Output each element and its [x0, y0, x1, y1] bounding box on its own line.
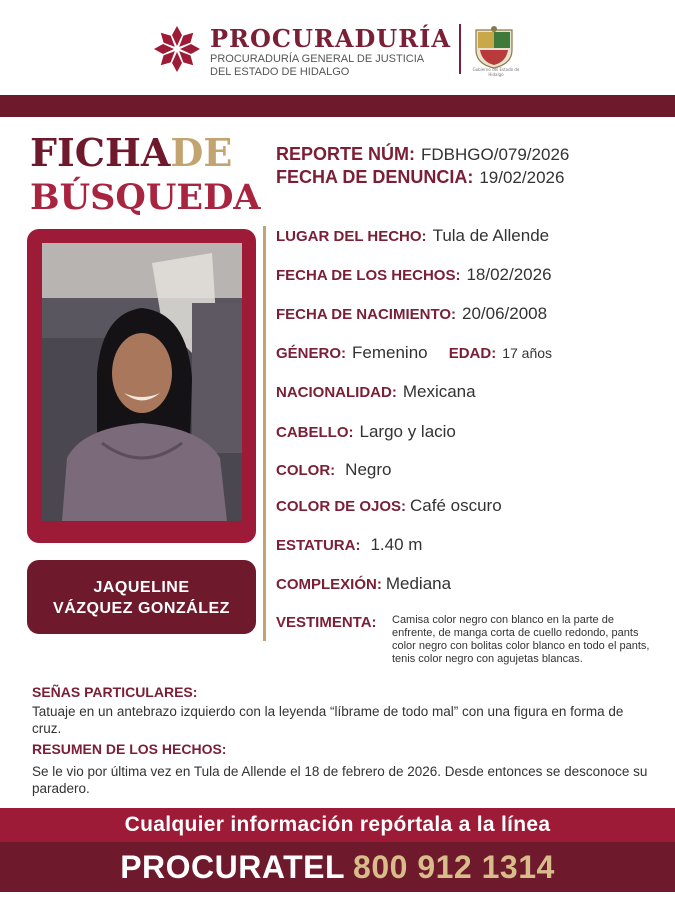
field-color-value: Negro — [345, 460, 392, 479]
field-vestimenta-label: VESTIMENTA: — [276, 614, 377, 631]
title-busqueda: BÚSQUEDA — [30, 177, 261, 218]
field-lugar-value: Tula de Allende — [432, 226, 550, 245]
shield-caption: Gobierno del Estado de Hidalgo — [472, 67, 520, 77]
field-color — [276, 460, 391, 480]
flower-star-icon — [152, 24, 202, 74]
field-cabello-label: CABELLO: — [276, 424, 354, 441]
header-divider — [459, 24, 461, 74]
report-number-label: REPORTE NÚM: — [276, 144, 415, 164]
field-ojos-value: Café oscuro — [410, 496, 502, 515]
top-bar — [0, 95, 675, 117]
footer-phone-number[interactable]: 800 912 1314 — [353, 849, 555, 885]
title-ficha: FICHA — [30, 130, 171, 175]
report-number-value: FDBHGO/079/2026 — [421, 145, 570, 164]
field-complexion-label: COMPLEXIÓN: — [276, 576, 382, 593]
field-fecha-hechos — [276, 265, 552, 285]
person-photo-image — [42, 243, 242, 521]
field-nacimiento — [276, 304, 547, 324]
field-color-label: COLOR: — [276, 462, 336, 479]
footer-call-to-action: Cualquier información repórtala a la línea — [0, 808, 675, 842]
field-lugar-label: LUGAR DEL HECHO: — [276, 228, 427, 245]
field-genero-value: Femenino — [352, 343, 428, 362]
report-date-label: FECHA DE DENUNCIA: — [276, 167, 474, 187]
person-first-name: JAQUELINE — [93, 579, 190, 596]
gold-divider-line — [263, 226, 266, 641]
report-date-row — [276, 167, 564, 188]
field-vestimenta-value: Camisa color negro con blanco en la parte de enfrente, de manga corta de cuello redondo, pants color negro con bolitas color blanco en todo el pants, tenis color negro con agujetas blancas. — [392, 614, 650, 665]
field-complexion — [276, 574, 451, 594]
brand-title: PROCURADURÍA — [210, 24, 452, 53]
person-photo — [42, 243, 242, 521]
brand-subtitle — [210, 53, 424, 79]
field-nacimiento-label: FECHA DE NACIMIENTO: — [276, 306, 456, 323]
field-genero-edad — [276, 343, 552, 363]
field-genero-label: GÉNERO: — [276, 345, 347, 362]
title-de: DE — [170, 130, 233, 175]
field-ojos-label: COLOR DE OJOS: — [276, 498, 407, 515]
report-number-row — [276, 144, 569, 165]
field-edad-value: 17 años — [502, 345, 553, 361]
field-nacionalidad-label: NACIONALIDAD: — [276, 384, 397, 401]
field-estatura-label: ESTATURA: — [276, 537, 361, 554]
person-last-name: VÁZQUEZ GONZÁLEZ — [53, 600, 230, 617]
field-lugar — [276, 226, 549, 246]
senas-title: SEÑAS PARTICULARES: — [32, 684, 198, 700]
header — [0, 0, 675, 95]
field-complexion-value: Mediana — [385, 574, 452, 593]
field-cabello-value: Largo y lacio — [359, 422, 456, 441]
field-cabello — [276, 422, 456, 442]
field-nacionalidad — [276, 382, 476, 402]
senas-text: Tatuaje en un antebrazo izquierdo con la leyenda “líbrame de todo mal” con una figura en forma de cruz. — [32, 704, 624, 736]
field-ojos — [276, 496, 502, 516]
person-name-box — [27, 560, 256, 634]
field-nacionalidad-value: Mexicana — [402, 382, 476, 401]
report-date-value: 19/02/2026 — [479, 168, 565, 187]
brand-subtitle-line-1: PROCURADURÍA GENERAL DE JUSTICIA — [210, 53, 425, 65]
field-fecha-hechos-label: FECHA DE LOS HECHOS: — [276, 267, 461, 284]
footer-procuratel: PROCURATEL — [120, 849, 346, 885]
resumen-title: RESUMEN DE LOS HECHOS: — [32, 741, 227, 757]
footer-bottom-strip — [0, 892, 675, 900]
brand-subtitle-line-2: DEL ESTADO DE HIDALGO — [210, 66, 350, 78]
resumen-text: Se le vio por última vez en Tula de Allende el 18 de febrero de 2026. Desde entonces se desconoce su paradero. — [32, 764, 648, 796]
field-edad-label: EDAD: — [448, 345, 497, 362]
field-estatura — [276, 535, 422, 555]
field-nacimiento-value: 20/06/2008 — [462, 304, 548, 323]
field-fecha-hechos-value: 18/02/2026 — [466, 265, 552, 284]
title-ficha-de — [30, 132, 232, 174]
field-estatura-value: 1.40 m — [370, 535, 423, 554]
